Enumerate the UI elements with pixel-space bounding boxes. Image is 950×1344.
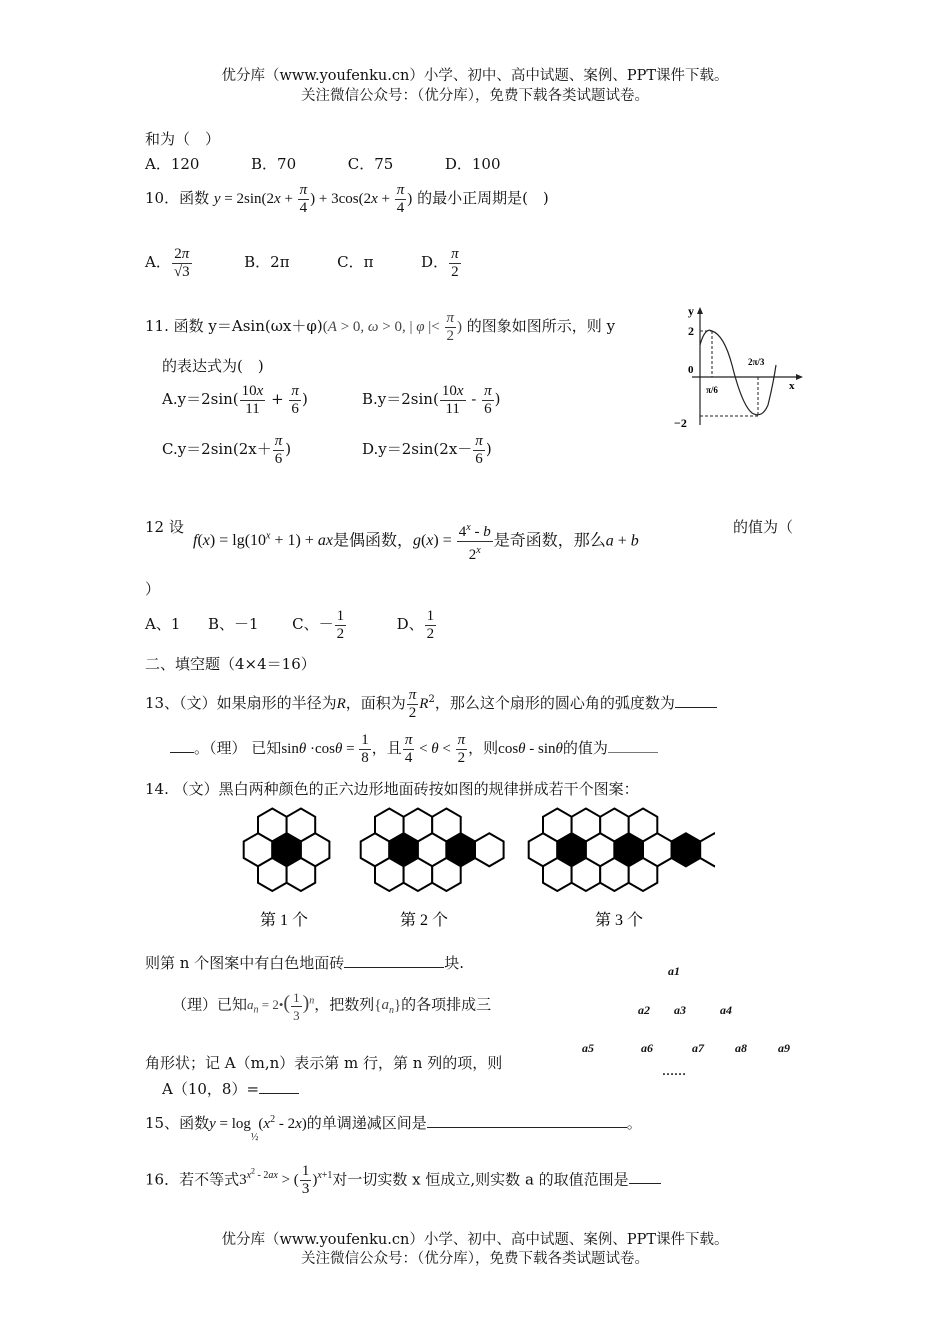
y-max-label: 2 [688,324,694,338]
q16-answer-blank[interactable] [629,1169,661,1184]
q14-answer-blank[interactable] [344,953,444,968]
q12-option-d: D、 [396,615,424,633]
q10-option-c: C．π [337,253,374,271]
q13-wen: 13、（文）如果扇形的半径为R，面积为 $\frac{\pi}{2}$ $R^2$，那么这个扇形的圆心角的弧度数为 [145,681,717,723]
white-hexagon-tile [600,858,629,891]
x-axis-arrow-icon [796,374,803,380]
q13-blank-continued[interactable] [170,738,194,753]
q11-option-d: D.y＝2sin(2x－ $\frac{\pi}{6}$ ) [362,432,492,467]
q9-option-d: D．100 [444,155,501,173]
triangle-a2: a2 [638,1003,650,1017]
q10-option-d-value: $\frac{\pi}{2}$ [451,245,459,280]
white-hexagon-tile [404,858,433,891]
q12-option-c: C、－ [292,615,334,633]
y-axis-arrow-icon [697,307,703,314]
footer-line-2: 关注微信公众号：（优分库），免费下载各类试题试卷。 [301,1251,649,1267]
q11-option-c: C.y＝2sin(2x＋ $\frac{\pi}{6}$ ) [162,432,292,467]
x-tick-2pi-3: 2π/3 [748,357,765,367]
q9-option-a: A．120 [145,155,200,173]
pattern-caption-1: 第 1 个 [260,912,309,929]
hexagon-tiles [244,809,715,892]
q10-options [145,240,462,284]
q14-hexagon-patterns [235,800,715,930]
q11-line-2: 的表达式为( ) [162,357,264,375]
y-min-label: −2 [674,416,687,430]
triangle-a3: a3 [674,1003,686,1017]
q14-li-line-1: （理）已知$a_n$ = 2•( $\frac{1}{3}$ )$^n$，把数列$\{a_n\}$的各项排成三 [172,989,492,1023]
white-hexagon-tile [432,858,461,891]
q13-li: 。（理） 已知sinθ ·cosθ = $\frac{1}{8}$ ，且 $\frac{\pi}{4}$ < θ < $\frac{\pi}{2}$ ，则cosθ - sinθ的值为 [170,728,658,769]
sine-curve [700,330,776,415]
white-hexagon-tile [475,833,504,866]
y-axis-label: y [688,305,694,318]
triangle-a1: a1 [668,964,680,978]
x-tick-pi-6: π/6 [706,385,718,395]
white-hexagon-tile [287,858,316,891]
q12-option-b: B、－1 [207,615,259,633]
q11-stem: 11. 函数 y＝Asin(ωx＋φ)(A > 0, ω > 0, | φ |< $\frac{\pi}{2}$ ) 的图象如图所示，则 y [145,310,616,345]
triangle-a6: a6 [641,1041,653,1055]
q9-option-b: B．70 [251,155,297,173]
q12-close: ） [145,580,161,598]
q12-stem: $f(x) = \lg(10^x + 1)$ + ax是偶函数，g(x) = $\frac{4^x - b}{2^x}$ 是奇函数，那么a + b [193,516,639,564]
q16-stem: 16．若不等式$3^{x^2 - 2ax}$ > ( $\frac{1}{3}$ )$^{x+1}$对一切实数 x 恒成立,则实数 a 的取值范围是 [145,1152,661,1200]
q10-option-a-value: $\frac{2\pi}{√3}$ [173,245,190,280]
q14-li-line-3: A（10，8）= [162,1078,299,1099]
header-line-2: 关注微信公众号：（优分库），免费下载各类试题试卷。 [301,88,649,104]
white-hexagon-tile [629,858,658,891]
pattern-caption-2: 第 2 个 [400,912,449,929]
q12-label: 12 设 [145,518,184,536]
q12-options [145,604,437,644]
footer-line-1: 优分库（www.youfenku.cn）小学、初中、高中试题、案例、PPT课件下载。 [221,1232,729,1248]
q11-option-a: A.y＝2sin( $\frac{10x}{11}$ + $\frac{\pi}{6}$ ) [162,382,308,417]
q11-option-b: B.y＝2sin( $\frac{10x}{11}$ - $\frac{\pi}{6}$ ) [362,382,501,417]
q15-stem: 15、函数$y = \log_{\frac{1}{2}}(x^2 - 2x)$的单调递减区间是 。 [145,1114,642,1143]
header-line-1: 优分库（www.youfenku.cn）小学、初中、高中试题、案例、PPT课件下载。 [221,68,729,84]
q14-li-answer-blank[interactable] [259,1079,299,1094]
q10-stem: 10．函数 y = 2sin(2x + $\frac{\pi}{4}$ ) + 3cos(2x + $\frac{\pi}{4}$ ) 的最小正周期是( ) [145,182,549,217]
q10-option-d: D． [421,253,449,271]
triangle-a8: a8 [735,1041,747,1055]
q15-answer-blank[interactable] [427,1113,627,1128]
q14-question: 则第 n 个图案中有白色地面砖 块. [145,954,464,972]
q10-option-a: A． [145,253,171,271]
triangle-a7: a7 [692,1041,704,1055]
triangle-a5: a5 [582,1041,594,1055]
q9-options [145,153,501,174]
black-hexagon-tile [672,833,701,866]
triangle-a4: a4 [720,1003,732,1017]
triangle-dots: …… [662,1064,686,1078]
q13-answer-blank[interactable] [675,693,717,708]
q14-text: 14. （文）黑白两种颜色的正六边形地面砖按如图的规律拼成若干个图案： [145,780,639,798]
q14-li-line-2: 角形状；记 A（m,n）表示第 m 行，第 n 列的项，则 [145,1054,503,1072]
white-hexagon-tile [258,858,287,891]
q12-option-d-value: $\frac{1}{2}$ [426,607,435,642]
section-fill-in-heading: 二、填空题（4×4＝16） [145,655,316,673]
q12-option-a: A、1 [145,615,181,633]
q10-formula: y = 2sin(2x + $\frac{\pi}{4}$ ) + 3cos(2x + $\frac{\pi}{4}$ ) [213,182,413,217]
q10-option-b: B．2π [244,253,290,271]
pattern-caption-3: 第 3 个 [595,912,644,929]
white-hexagon-tile [375,858,404,891]
q12-option-c-value: $\frac{1}{2}$ [336,607,345,642]
q11-sine-graph [672,305,807,433]
white-hexagon-tile [572,858,601,891]
x-axis-label: x [789,380,795,392]
white-hexagon-tile [700,833,715,866]
q13-li-answer-blank[interactable] [608,738,658,753]
q12-suffix: 的值为（ [733,518,794,536]
q9-option-c: C．75 [347,155,394,173]
q9-tail: 和为（ ） [145,130,221,148]
white-hexagon-tile [543,858,572,891]
origin-label: 0 [688,364,694,376]
triangle-a9: a9 [778,1041,790,1055]
